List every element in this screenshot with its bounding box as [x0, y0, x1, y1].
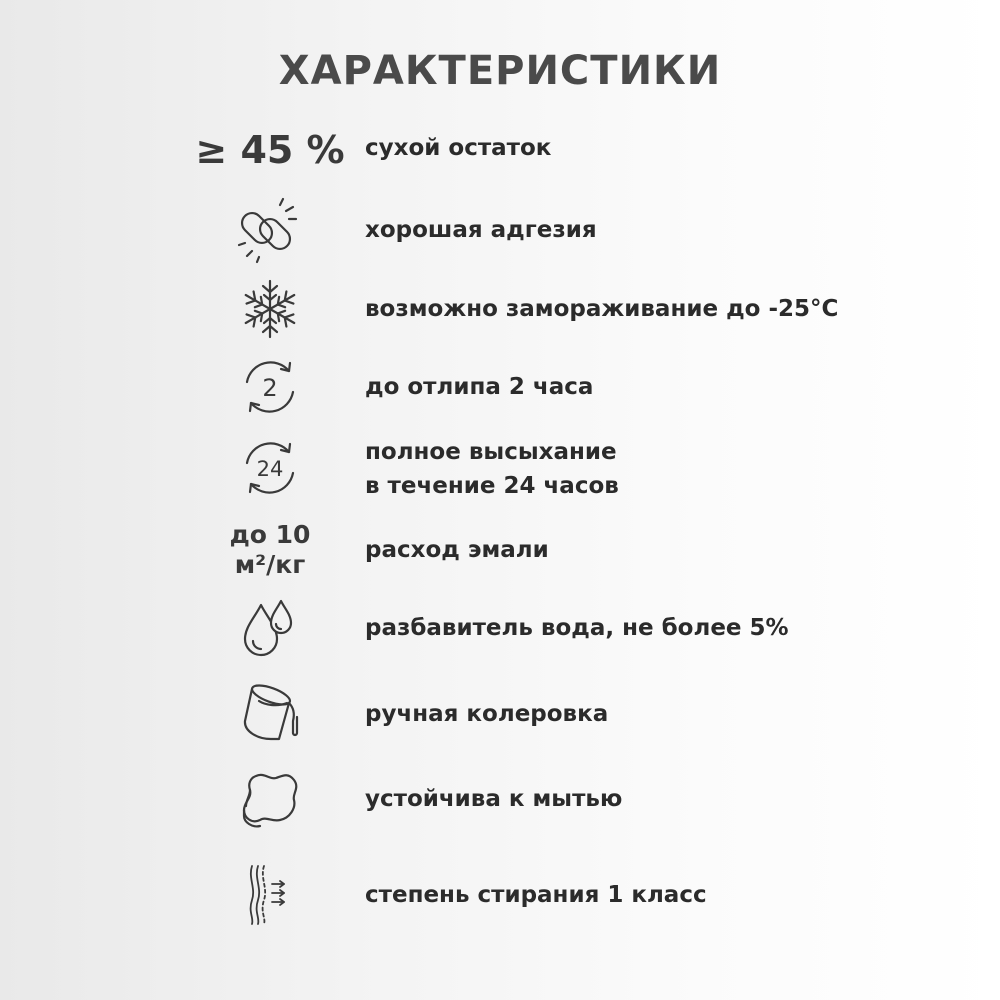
feature-row-full-drying [0, 432, 1000, 504]
feature-row-consumption [0, 515, 1000, 585]
rate-value-line1: до 10 [229, 520, 311, 549]
rate-value-line2: м²/кг [234, 550, 306, 579]
feature-row-tack-free [0, 352, 1000, 422]
page-title: ХАРАКТЕРИСТИКИ [278, 48, 722, 94]
dry-residue-value: ≥ 45 % [195, 128, 345, 172]
cycle-2-icon [200, 352, 340, 422]
chain-link-icon [200, 195, 340, 265]
abrasion-icon [200, 858, 340, 932]
adhesion-label: хорошая адгезия [365, 217, 597, 243]
paint-can-icon [200, 678, 340, 750]
feature-row-thinner [0, 593, 1000, 663]
feature-row-washable [0, 764, 1000, 836]
cycle-24-icon [200, 432, 340, 504]
full-drying-label [365, 435, 619, 503]
consumption-label: расход эмали [365, 537, 549, 563]
cycle-24-number: 24 [256, 457, 284, 481]
water-drops-icon [200, 593, 340, 663]
feature-row-dry-residue [0, 125, 1000, 175]
tinting-label: ручная колеровка [365, 701, 609, 727]
snowflake-icon [200, 274, 340, 344]
dry-residue-label: сухой остаток [365, 135, 552, 161]
consumption-rate-value [200, 515, 340, 585]
abrasion-label: степень стирания 1 класс [365, 882, 707, 908]
feature-row-abrasion [0, 858, 1000, 932]
feature-row-freezing [0, 274, 1000, 344]
full-drying-label-line1: полное высыхание [365, 439, 617, 465]
feature-row-tinting [0, 678, 1000, 750]
washable-label: устойчива к мытью [365, 786, 623, 812]
feature-row-adhesion [0, 195, 1000, 265]
cycle-2-number: 2 [262, 374, 278, 402]
full-drying-label-line2: в течение 24 часов [365, 473, 619, 499]
thinner-label: разбавитель вода, не более 5% [365, 615, 789, 641]
freezing-label: возможно замораживание до -25°С [365, 296, 839, 322]
tack-free-label: до отлипа 2 часа [365, 374, 594, 400]
sponge-icon [200, 764, 340, 836]
